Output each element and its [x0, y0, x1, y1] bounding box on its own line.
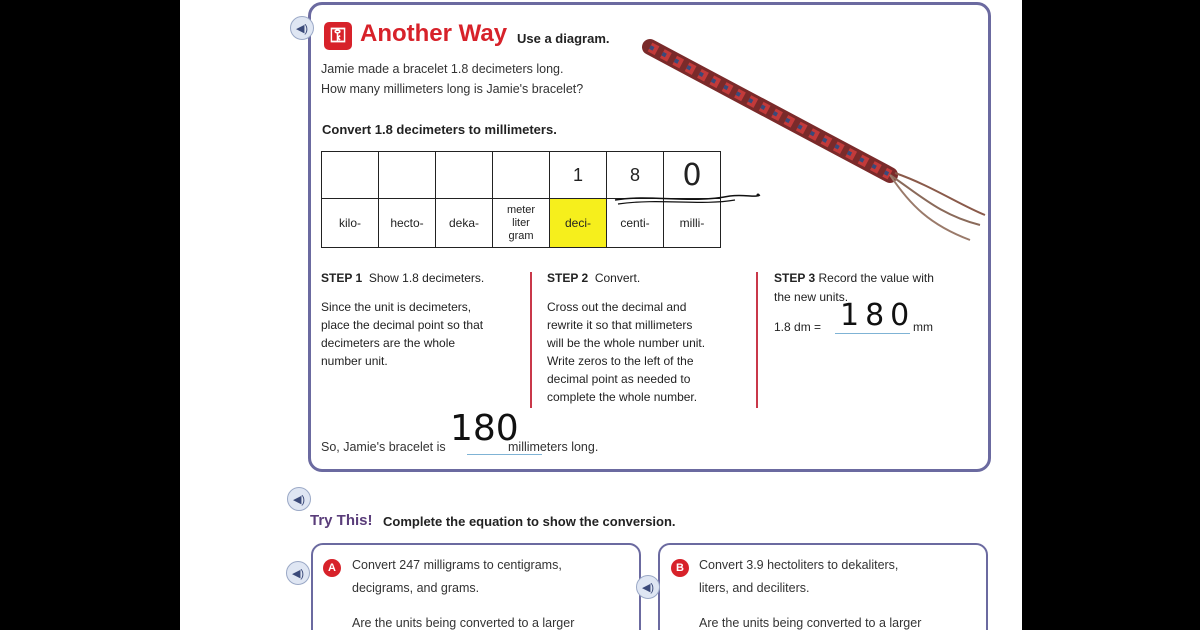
try-this-instruction: Complete the equation to show the conversion.: [383, 514, 676, 529]
pv-unit: deka-: [436, 199, 493, 248]
step-1-line: place the decimal point so that: [321, 318, 484, 332]
audio-speaker-icon[interactable]: ◀): [287, 487, 311, 511]
exercise-line: Convert 3.9 hectoliters to dekaliters,: [699, 558, 899, 572]
try-this-label: Try This!: [310, 512, 373, 529]
step-divider: [530, 272, 532, 408]
pv-digit: 8: [607, 152, 664, 199]
pv-digit: 1: [550, 152, 607, 199]
problem-line-2: How many millimeters long is Jamie's bracelet?: [321, 82, 584, 96]
pv-unit-highlighted: deci-: [550, 199, 607, 248]
exercise-line: liters, and deciliters.: [699, 581, 810, 595]
pv-unit: centi-: [607, 199, 664, 248]
exercise-line: Are the units being converted to a larger: [699, 616, 922, 630]
conclusion-handwritten-answer: 180: [450, 408, 519, 449]
pv-digit: [322, 152, 379, 199]
step-1-body: [321, 298, 483, 370]
step-3-heading: [774, 269, 934, 287]
step-2-heading: [547, 269, 640, 287]
step-1-heading: [321, 269, 484, 287]
pv-digit: [379, 152, 436, 199]
pv-digit: [436, 152, 493, 199]
answer-line: [835, 333, 910, 334]
step-3-equation-left: 1.8 dm =: [774, 320, 822, 334]
audio-speaker-icon[interactable]: ◀): [290, 16, 314, 40]
textbook-page: [180, 0, 1022, 630]
step-3-title-2: the new units.: [774, 290, 849, 304]
section-subtitle: Use a diagram.: [517, 31, 610, 46]
step-2-line: complete the whole number.: [547, 390, 698, 404]
step-2-line: rewrite it so that millimeters: [547, 318, 693, 332]
step-2-line: will be the whole number unit.: [547, 336, 706, 350]
step-2-label: STEP 2: [547, 271, 589, 285]
step-2-line: Cross out the decimal and: [547, 300, 687, 314]
step-3-title: Record the value with: [818, 271, 934, 285]
handwritten-strikethrough: [610, 180, 770, 210]
step-1-line: Since the unit is decimeters,: [321, 300, 472, 314]
step-divider: [756, 272, 758, 408]
conclusion-prefix: So, Jamie's bracelet is: [321, 440, 446, 454]
exercise-line: Convert 247 milligrams to centigrams,: [352, 558, 562, 572]
step-1-title: Show 1.8 decimeters.: [368, 271, 485, 285]
pv-digit-handwritten: 0: [664, 152, 721, 199]
step-3-unit: mm: [913, 320, 933, 334]
step-2-body: [547, 298, 705, 406]
step-3-handwritten-answer: 180: [840, 298, 916, 333]
exercise-a-badge: A: [323, 559, 341, 577]
step-1-line: number unit.: [321, 354, 388, 368]
pv-unit: kilo-: [322, 199, 379, 248]
key-icon: ⚿: [324, 22, 352, 50]
exercise-line: Are the units being converted to a larger: [352, 616, 575, 630]
problem-line-1: Jamie made a bracelet 1.8 decimeters long.: [321, 62, 564, 76]
audio-speaker-icon[interactable]: ◀): [286, 561, 310, 585]
step-1-label: STEP 1: [321, 271, 363, 285]
convert-heading: Convert 1.8 decimeters to millimeters.: [322, 122, 557, 137]
exercise-b-badge: B: [671, 559, 689, 577]
exercise-line: decigrams, and grams.: [352, 581, 480, 595]
step-2-line: decimal point as needed to: [547, 372, 691, 386]
exercise-a-text: [352, 554, 574, 630]
step-2-title: Convert.: [594, 271, 641, 285]
step-3-label: STEP 3: [774, 271, 816, 285]
pv-unit: milli-: [664, 199, 721, 248]
conclusion-suffix: millimeters long.: [508, 440, 599, 454]
exercise-b-text: [699, 554, 921, 630]
pv-digit: [493, 152, 550, 199]
pv-unit: meter liter gram: [493, 199, 550, 248]
step-1-line: decimeters are the whole: [321, 336, 456, 350]
step-2-line: Write zeros to the left of the: [547, 354, 694, 368]
audio-speaker-icon[interactable]: ◀): [636, 575, 660, 599]
section-title: Another Way: [360, 20, 508, 47]
pv-unit: hecto-: [379, 199, 436, 248]
